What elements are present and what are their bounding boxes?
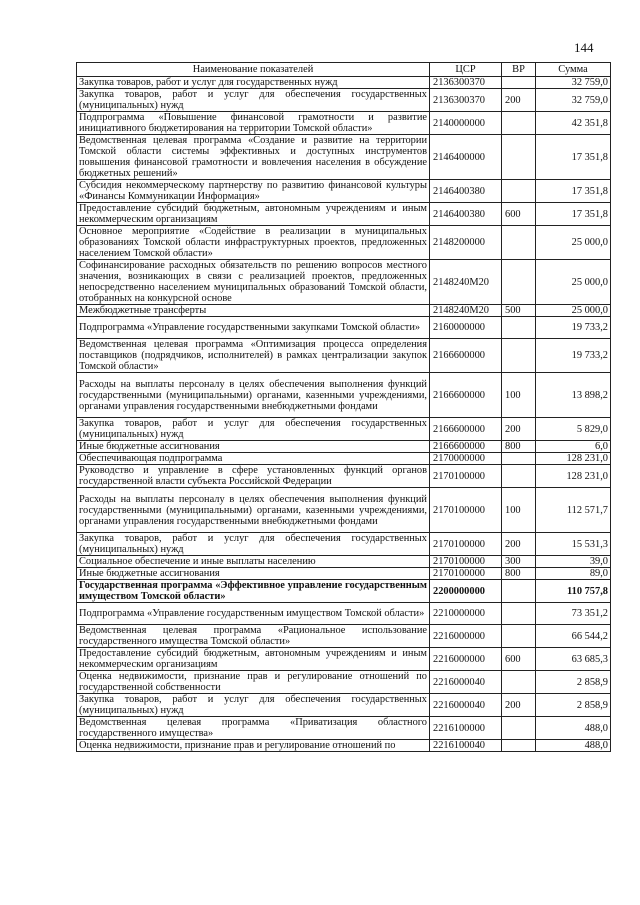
- cell-csr: 2216000040: [430, 694, 502, 717]
- cell-vr: 200: [502, 533, 536, 556]
- header-sum: Сумма: [536, 63, 611, 77]
- cell-sum: 110 757,8: [536, 580, 611, 603]
- table-row: [77, 453, 611, 465]
- table-row: [77, 568, 611, 580]
- cell-csr: 2170100000: [430, 488, 502, 533]
- table-row: [77, 260, 611, 305]
- table-row: [77, 373, 611, 418]
- cell-csr: 2148200000: [430, 226, 502, 260]
- table-row: [77, 180, 611, 203]
- cell-sum: 13 898,2: [536, 373, 611, 418]
- cell-csr: 2140000000: [430, 112, 502, 135]
- cell-vr: 200: [502, 694, 536, 717]
- cell-sum: 19 733,2: [536, 317, 611, 339]
- cell-vr: 200: [502, 89, 536, 112]
- cell-sum: 17 351,8: [536, 203, 611, 226]
- cell-vr: [502, 453, 536, 465]
- cell-sum: 17 351,8: [536, 135, 611, 180]
- cell-name: Закупка товаров, работ и услуг для обеспечения государственных (муниципальных) нужд: [77, 533, 430, 556]
- table-row: [77, 77, 611, 89]
- header-name: Наименование показателей: [77, 63, 430, 77]
- cell-sum: 39,0: [536, 556, 611, 568]
- cell-vr: [502, 112, 536, 135]
- cell-name: Софинансирование расходных обязательств по решению вопросов местного значения, возникающих в связи с реализацией проектов, предложенных непосредственно населением муниципальных образований Томской области, отобранных на конкурсной основе: [77, 260, 430, 305]
- table-row: [77, 625, 611, 648]
- cell-csr: 2136300370: [430, 89, 502, 112]
- cell-vr: [502, 740, 536, 752]
- cell-csr: 2160000000: [430, 317, 502, 339]
- cell-csr: 2170100000: [430, 568, 502, 580]
- cell-sum: 42 351,8: [536, 112, 611, 135]
- cell-sum: 25 000,0: [536, 305, 611, 317]
- table-row: [77, 488, 611, 533]
- cell-csr: 2200000000: [430, 580, 502, 603]
- cell-csr: 2146400380: [430, 180, 502, 203]
- cell-csr: 2216100040: [430, 740, 502, 752]
- cell-name: Закупка товаров, работ и услуг для государственных нужд: [77, 77, 430, 89]
- cell-name: Предоставление субсидий бюджетным, автономным учреждениям и иным некоммерческим организациям: [77, 648, 430, 671]
- table-header-row: [77, 63, 611, 77]
- cell-name: Субсидия некоммерческому партнерству по развитию финансовой культуры «Финансы Коммуникации Информация»: [77, 180, 430, 203]
- cell-vr: [502, 603, 536, 625]
- header-csr: ЦСР: [430, 63, 502, 77]
- table-row: [77, 671, 611, 694]
- cell-vr: 300: [502, 556, 536, 568]
- cell-name: Подпрограмма «Повышение финансовой грамотности и развитие инициативного бюджетирования на территории Томской области»: [77, 112, 430, 135]
- cell-sum: 15 531,3: [536, 533, 611, 556]
- table-row: [77, 339, 611, 373]
- table-body: [77, 77, 611, 752]
- cell-sum: 128 231,0: [536, 453, 611, 465]
- cell-name: Подпрограмма «Управление государственными закупками Томской области»: [77, 317, 430, 339]
- cell-vr: 600: [502, 203, 536, 226]
- cell-name: Ведомственная целевая программа «Создание и развитие на территории Томской области системы эффективных и доступных инструментов повышения финансовой грамотности и вовлечения населения в обсуждение бюджетных решений»: [77, 135, 430, 180]
- cell-vr: [502, 580, 536, 603]
- cell-sum: 73 351,2: [536, 603, 611, 625]
- cell-sum: 6,0: [536, 441, 611, 453]
- cell-vr: [502, 260, 536, 305]
- cell-csr: 2136300370: [430, 77, 502, 89]
- cell-sum: 63 685,3: [536, 648, 611, 671]
- cell-sum: 25 000,0: [536, 260, 611, 305]
- cell-name: Подпрограмма «Управление государственным имуществом Томской области»: [77, 603, 430, 625]
- cell-name: Ведомственная целевая программа «Рациональное использование государственного имущества Томской области»: [77, 625, 430, 648]
- table-row: [77, 135, 611, 180]
- cell-csr: 2216100000: [430, 717, 502, 740]
- cell-name: Оценка недвижимости, признание прав и регулирование отношений по: [77, 740, 430, 752]
- cell-vr: 500: [502, 305, 536, 317]
- cell-sum: 89,0: [536, 568, 611, 580]
- cell-csr: 2170100000: [430, 465, 502, 488]
- cell-name: Предоставление субсидий бюджетным, автономным учреждениям и иным некоммерческим организациям: [77, 203, 430, 226]
- cell-csr: 2148240M20: [430, 305, 502, 317]
- cell-sum: 19 733,2: [536, 339, 611, 373]
- cell-name: Ведомственная целевая программа «Оптимизация процесса определения поставщиков (подрядчиков, исполнителей) в рамках централизации закупок Томской области»: [77, 339, 430, 373]
- cell-vr: 600: [502, 648, 536, 671]
- cell-csr: 2148240M20: [430, 260, 502, 305]
- cell-csr: 2166600000: [430, 418, 502, 441]
- cell-sum: 32 759,0: [536, 77, 611, 89]
- cell-sum: 488,0: [536, 717, 611, 740]
- cell-name: Межбюджетные трансферты: [77, 305, 430, 317]
- cell-sum: 488,0: [536, 740, 611, 752]
- cell-vr: 800: [502, 441, 536, 453]
- table-row: [77, 603, 611, 625]
- cell-sum: 2 858,9: [536, 671, 611, 694]
- cell-vr: 200: [502, 418, 536, 441]
- table-row: [77, 305, 611, 317]
- cell-name: Оценка недвижимости, признание прав и регулирование отношений по государственной собственности: [77, 671, 430, 694]
- cell-csr: 2216000000: [430, 625, 502, 648]
- cell-name: Закупка товаров, работ и услуг для обеспечения государственных (муниципальных) нужд: [77, 418, 430, 441]
- table-row: [77, 441, 611, 453]
- cell-csr: 2170100000: [430, 556, 502, 568]
- table-row: [77, 556, 611, 568]
- cell-name: Закупка товаров, работ и услуг для обеспечения государственных (муниципальных) нужд: [77, 694, 430, 717]
- table-row: [77, 648, 611, 671]
- cell-name: Социальное обеспечение и иные выплаты населению: [77, 556, 430, 568]
- cell-name: Иные бюджетные ассигнования: [77, 568, 430, 580]
- cell-sum: 32 759,0: [536, 89, 611, 112]
- table-row: [77, 533, 611, 556]
- table-row: [77, 717, 611, 740]
- table-row: [77, 226, 611, 260]
- cell-sum: 25 000,0: [536, 226, 611, 260]
- cell-csr: 2146400000: [430, 135, 502, 180]
- cell-vr: [502, 717, 536, 740]
- cell-vr: [502, 226, 536, 260]
- cell-sum: 17 351,8: [536, 180, 611, 203]
- cell-sum: 112 571,7: [536, 488, 611, 533]
- cell-name: Ведомственная целевая программа «Приватизация областного государственного имущества»: [77, 717, 430, 740]
- budget-table: [76, 62, 611, 752]
- cell-name: Расходы на выплаты персоналу в целях обеспечения выполнения функций государственными (муниципальными) органами, казенными учреждениями, органами управления государственными внебюджетными фондами: [77, 373, 430, 418]
- cell-name: Руководство и управление в сфере установленных функций органов государственной власти субъекта Российской Федерации: [77, 465, 430, 488]
- table-row: [77, 317, 611, 339]
- cell-vr: 100: [502, 488, 536, 533]
- cell-name: Обеспечивающая подпрограмма: [77, 453, 430, 465]
- cell-vr: 800: [502, 568, 536, 580]
- table-row: [77, 89, 611, 112]
- header-vr: ВР: [502, 63, 536, 77]
- cell-vr: [502, 339, 536, 373]
- table-row: [77, 465, 611, 488]
- cell-csr: 2170000000: [430, 453, 502, 465]
- cell-csr: 2216000040: [430, 671, 502, 694]
- table-row: [77, 740, 611, 752]
- cell-sum: 66 544,2: [536, 625, 611, 648]
- table-row: [77, 112, 611, 135]
- cell-csr: 2146400380: [430, 203, 502, 226]
- cell-sum: 5 829,0: [536, 418, 611, 441]
- cell-csr: 2166600000: [430, 373, 502, 418]
- cell-csr: 2216000000: [430, 648, 502, 671]
- table-row: [77, 694, 611, 717]
- cell-csr: 2170100000: [430, 533, 502, 556]
- table-row: [77, 580, 611, 603]
- cell-vr: [502, 625, 536, 648]
- cell-csr: 2166600000: [430, 339, 502, 373]
- cell-vr: [502, 317, 536, 339]
- cell-name: Иные бюджетные ассигнования: [77, 441, 430, 453]
- cell-vr: 100: [502, 373, 536, 418]
- cell-vr: [502, 465, 536, 488]
- cell-sum: 128 231,0: [536, 465, 611, 488]
- cell-name: Закупка товаров, работ и услуг для обеспечения государственных (муниципальных) нужд: [77, 89, 430, 112]
- cell-name: Государственная программа «Эффективное управление государственным имуществом Томской области»: [77, 580, 430, 603]
- cell-csr: 2210000000: [430, 603, 502, 625]
- cell-name: Основное мероприятие «Содействие в реализации в муниципальных образованиях Томской области инфраструктурных проектов, предложенных населением Томской области»: [77, 226, 430, 260]
- cell-sum: 2 858,9: [536, 694, 611, 717]
- cell-vr: [502, 77, 536, 89]
- page-number: 144: [574, 40, 594, 55]
- table-row: [77, 418, 611, 441]
- cell-vr: [502, 180, 536, 203]
- cell-name: Расходы на выплаты персоналу в целях обеспечения выполнения функций государственными (муниципальными) органами, казенными учреждениями, органами управления государственными внебюджетными фондами: [77, 488, 430, 533]
- cell-vr: [502, 671, 536, 694]
- table-row: [77, 203, 611, 226]
- cell-vr: [502, 135, 536, 180]
- cell-csr: 2166600000: [430, 441, 502, 453]
